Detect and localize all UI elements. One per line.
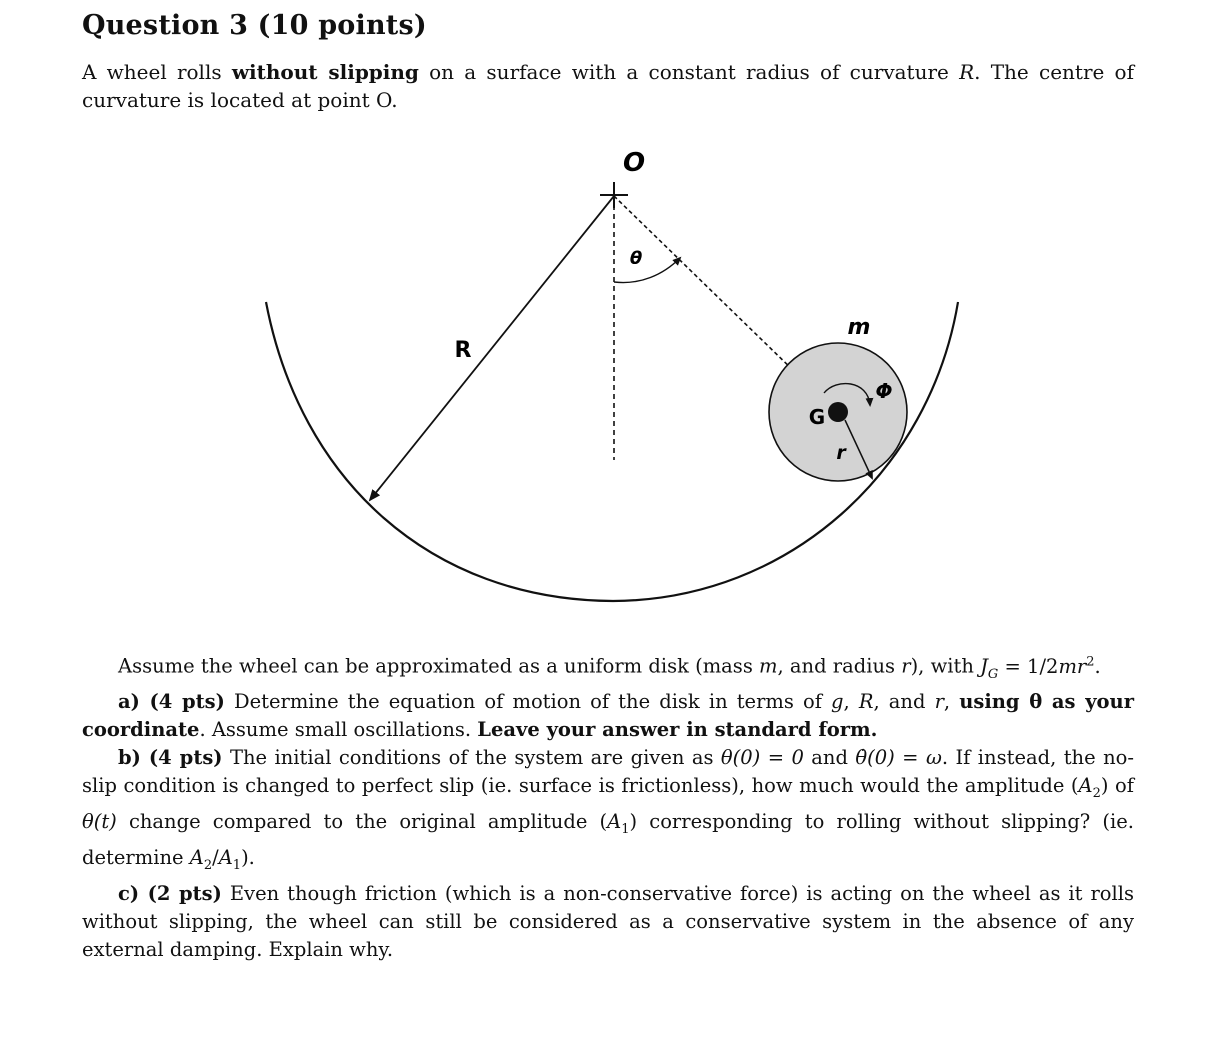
- part-a-var-r: r: [934, 690, 944, 714]
- part-b-text-7: ).: [241, 846, 255, 870]
- part-a-text-1: Determine the equation of motion of the disk in terms of: [224, 690, 832, 714]
- part-b-var-A1: A: [607, 810, 622, 834]
- part-b-ic-1: θ(0) = 0: [720, 746, 804, 770]
- center-of-gravity-dot: [828, 402, 848, 422]
- assume-sup-2: 2: [1086, 654, 1095, 669]
- assumption-paragraph: [82, 648, 1134, 688]
- part-b-text-3: . If instead, the no-slip condition is changed to perfect slip (ie. surface is frictionless), how much would the amplitude (: [82, 746, 1134, 798]
- part-a-bold-1: using θ as your coordinate: [82, 690, 1134, 742]
- part-b-sub-1: 1: [621, 822, 630, 838]
- part-c-paragraph: [82, 880, 1134, 964]
- part-a-paragraph: [82, 688, 1134, 744]
- part-a-var-R: R: [858, 690, 874, 714]
- intro-text-3: . The centre of curvature is located at point O.: [82, 60, 1134, 112]
- part-a-var-g: g: [831, 690, 844, 714]
- intro-text-2: on a surface with a constant radius of curvature: [418, 60, 960, 84]
- intro-paragraph: [82, 58, 1134, 114]
- part-b-var-A2: A: [1078, 774, 1093, 798]
- part-b-ratio-sub-1: 1: [232, 858, 242, 874]
- part-b-text-4: ) of: [1100, 774, 1134, 798]
- part-a-text-4: ,: [943, 690, 960, 714]
- part-b-text-5: change compared to the original amplitude (: [116, 810, 608, 834]
- label-m: m: [847, 315, 871, 340]
- part-b-text-1: The initial conditions of the system are given as: [222, 746, 721, 770]
- radius-R-arrow: [370, 196, 614, 500]
- label-G: G: [808, 405, 826, 429]
- part-a-bold-2: Leave your answer in standard form.: [477, 718, 878, 742]
- label-R: R: [454, 338, 472, 363]
- part-a-label: a) (4 pts): [118, 690, 225, 714]
- assume-var-mr: mr: [1058, 654, 1087, 678]
- assume-var-r: r: [901, 654, 911, 678]
- intro-text-1: A wheel rolls: [82, 60, 232, 84]
- part-a-text-5: . Assume small oscillations.: [199, 718, 478, 742]
- part-b-ratio-A1: A: [218, 846, 233, 870]
- part-c-text-1: Even though friction (which is a non-conservative force) is acting on the wheel as it rolls without slipping, the wheel can still be considered as a conservative system in the absence of any external damping. Explain why.: [82, 882, 1134, 962]
- assume-var-J: J: [980, 654, 988, 678]
- label-Phi: Φ: [875, 379, 893, 403]
- part-b-label: b) (4 pts): [118, 746, 223, 770]
- wheel-diagram: [255, 135, 975, 615]
- part-c-label: c) (2 pts): [118, 882, 222, 906]
- part-b-paragraph: [82, 744, 1134, 880]
- label-theta: θ: [629, 248, 643, 269]
- part-b-theta-t: θ(t): [82, 810, 117, 834]
- problem-text: [82, 648, 1134, 964]
- part-a-text-2: ,: [843, 690, 859, 714]
- label-O: O: [622, 148, 646, 178]
- assume-text-3: ), with: [910, 654, 981, 678]
- intro-var-R: R: [959, 60, 975, 84]
- assume-text-4: = 1/2: [998, 654, 1059, 678]
- question-title: Question 3 (10 points): [82, 10, 427, 41]
- part-b-ic-2: θ̇(0) = ω: [855, 746, 942, 770]
- assume-text-5: .: [1094, 654, 1101, 678]
- part-b-text-2: and: [803, 746, 856, 770]
- label-r: r: [836, 442, 846, 464]
- part-b-sub-2: 2: [1092, 786, 1101, 802]
- assume-text-2: , and radius: [777, 654, 902, 678]
- theta-arc: [614, 258, 680, 283]
- part-b-text-6: ) corresponding to rolling without slipping? (ie. determine: [82, 810, 1134, 870]
- assume-var-m: m: [759, 654, 778, 678]
- part-b-ratio-sub-2: 2: [203, 858, 213, 874]
- assume-text-1: Assume the wheel can be approximated as a uniform disk (mass: [118, 654, 760, 678]
- assume-sub-G: G: [987, 666, 999, 682]
- part-b-ratio-slash: /: [212, 846, 219, 870]
- intro-bold-phrase: without slipping: [231, 60, 419, 84]
- part-a-text-3: , and: [873, 690, 935, 714]
- part-b-ratio-A2: A: [189, 846, 204, 870]
